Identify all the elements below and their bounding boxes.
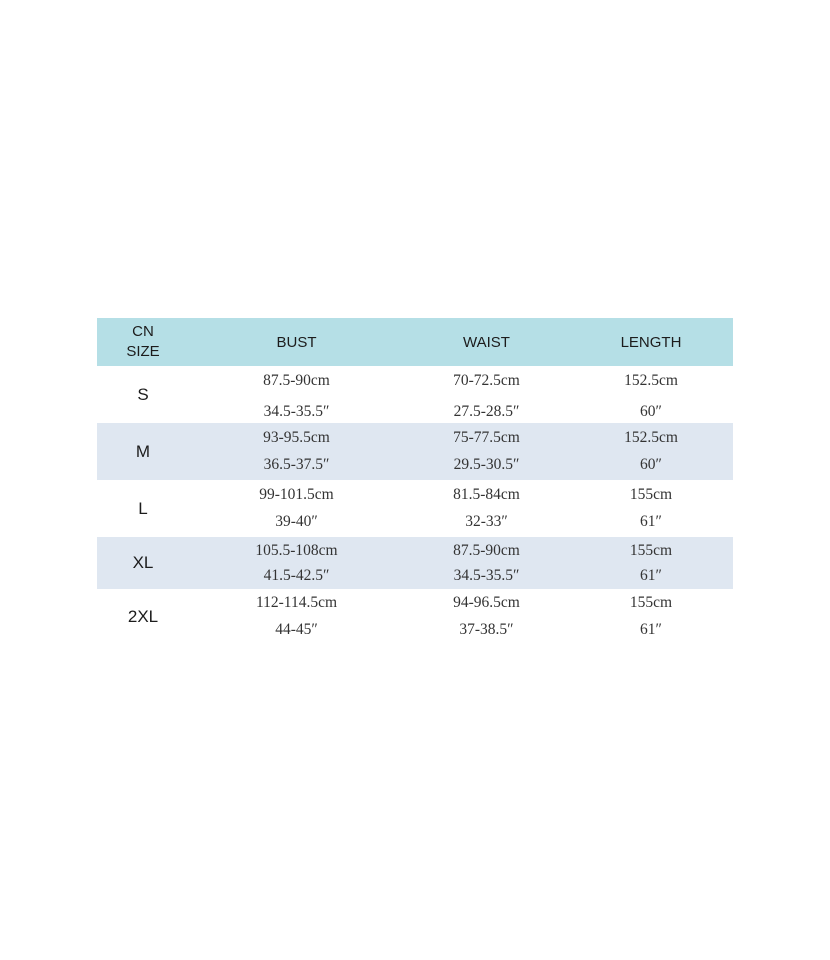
waist-cell: [404, 480, 569, 537]
length-in: 60″: [640, 456, 662, 473]
table-row: [97, 423, 733, 480]
size-cell: 2XL: [127, 607, 159, 626]
waist-cm: 75-77.5cm: [453, 429, 520, 446]
length-in: 61″: [640, 567, 662, 584]
length-cell: [569, 480, 733, 537]
waist-in: 27.5-28.5″: [453, 403, 520, 420]
table-row: [97, 589, 733, 645]
waist-cm: 81.5-84cm: [453, 486, 520, 503]
length-cell: [569, 589, 733, 645]
bust-cell: [189, 366, 404, 423]
size-cell: L: [138, 498, 148, 518]
length-cell: [569, 366, 733, 423]
size-cell: S: [137, 384, 149, 404]
table-row: [97, 480, 733, 537]
length-cm: 155cm: [629, 542, 673, 559]
table-header-row: [97, 318, 733, 366]
bust-cm: 93-95.5cm: [263, 429, 330, 446]
bust-cm: 112-114.5cm: [255, 594, 338, 611]
table-row: [97, 537, 733, 589]
size-cell: XL: [132, 553, 154, 572]
waist-cell: [404, 423, 569, 480]
bust-in: 34.5-35.5″: [263, 403, 330, 420]
waist-cell: [404, 537, 569, 589]
length-cell: [569, 537, 733, 589]
length-cm: 155cm: [629, 594, 673, 611]
bust-in: 44-45″: [275, 621, 318, 638]
header-length: LENGTH: [620, 333, 682, 351]
waist-cm: 94-96.5cm: [453, 594, 520, 611]
waist-in: 37-38.5″: [459, 621, 514, 638]
bust-in: 41.5-42.5″: [263, 567, 330, 584]
bust-cell: [189, 423, 404, 480]
waist-in: 32-33″: [465, 513, 508, 530]
bust-in: 39-40″: [275, 513, 318, 530]
header-cn-size: [97, 322, 189, 362]
size-cell: M: [135, 441, 151, 461]
waist-in: 29.5-30.5″: [453, 456, 520, 473]
bust-cell: [189, 537, 404, 589]
length-cell: [569, 423, 733, 480]
header-cn-size-line1: CN: [132, 323, 154, 340]
bust-cell: [189, 589, 404, 645]
length-in: 61″: [640, 621, 662, 638]
length-cm: 152.5cm: [624, 429, 678, 446]
length-cm: 152.5cm: [624, 372, 678, 389]
bust-in: 36.5-37.5″: [263, 456, 330, 473]
header-cn-size-line2: SIZE: [126, 343, 160, 360]
bust-cell: [189, 480, 404, 537]
length-cm: 155cm: [629, 486, 673, 503]
waist-cm: 70-72.5cm: [453, 372, 520, 389]
bust-cm: 87.5-90cm: [263, 372, 330, 389]
waist-cell: [404, 589, 569, 645]
length-in: 61″: [640, 513, 662, 530]
size-chart-table: [97, 318, 733, 645]
length-in: 60″: [640, 403, 662, 420]
waist-in: 34.5-35.5″: [453, 567, 520, 584]
header-waist: WAIST: [463, 333, 510, 351]
header-bust: BUST: [276, 333, 317, 351]
bust-cm: 105.5-108cm: [255, 542, 338, 559]
waist-cell: [404, 366, 569, 423]
waist-cm: 87.5-90cm: [453, 542, 520, 559]
table-row: [97, 366, 733, 423]
bust-cm: 99-101.5cm: [259, 486, 334, 503]
